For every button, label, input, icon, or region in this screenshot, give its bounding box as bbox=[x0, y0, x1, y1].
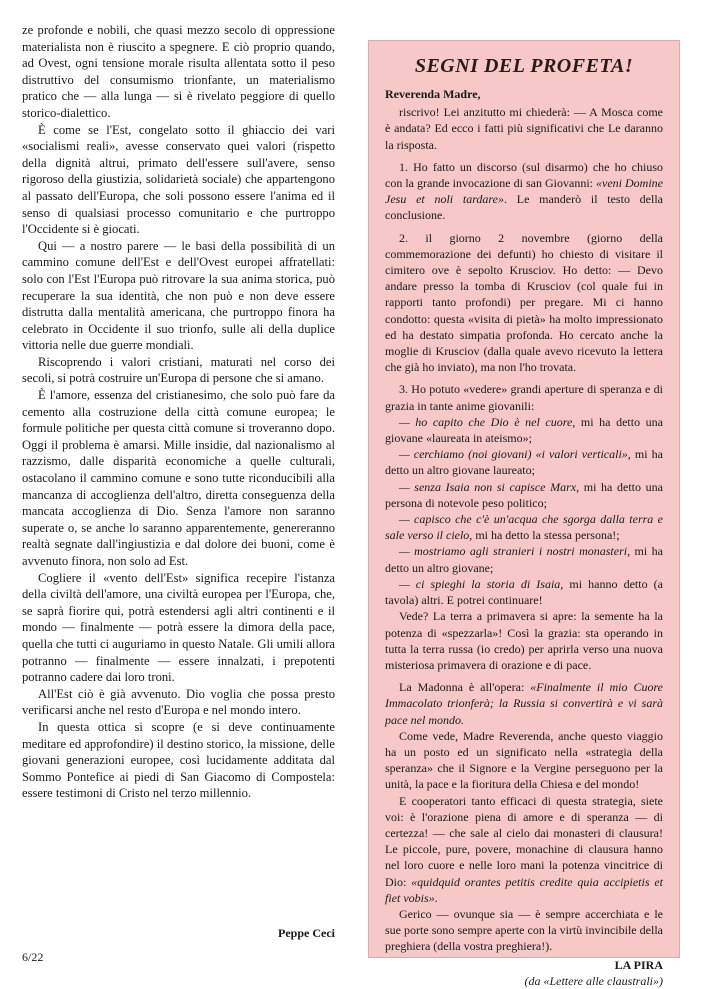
letter-point-3: 3. Ho potuto «vedere» grandi aperture di speranza e di grazia in tante anime giovanili: bbox=[385, 382, 663, 413]
letter-point-1: 1. Ho fatto un discorso (sul disarmo) che ho chiuso con la grande invocazione di san Giovanni: «veni Domine Jesu et noli tardare». Le manderò il testo della conclusione. bbox=[385, 159, 664, 223]
quote-line: — capisco che c'è un'acqua che sgorga dalla terra e sale verso il cielo, mi ha detto la stessa persona!; bbox=[385, 512, 663, 543]
article-paragraph: ze profonde e nobili, che quasi mezzo secolo di oppressione materialista non è riuscito a spegnere. E ciò proprio quando, ad Ovest, ogni tensione morale risulta allentata sotto il peso distruttivo del consumismo trionfante, un materialismo pratico che — alla lunga — si è rivelato peggiore di quello storico-dialettico. bbox=[22, 23, 335, 120]
letter-intro: riscrivo! Lei anzitutto mi chiederà: — A Mosca come è andata? Ed ecco i fatti più significativi che Le daranno la risposta. bbox=[385, 105, 663, 152]
letter-paragraph: E cooperatori tanto efficaci di questa strategia, siete voi: è l'orazione piena di amore e di speranza — di certezza! — che sale al cielo dai monasteri di clausura! Le piccole, pure, povere, monachine di clausura hanno nel loro cuore e nelle loro mani la potenza vincitrice di Dio: «quidquid orantes petitis credite quia accipietis et fiet vobis». bbox=[385, 793, 663, 905]
quote-line: — ho capito che Dio è nel cuore, mi ha detto una giovane «laureata in ateismo»; bbox=[385, 414, 663, 446]
article-paragraph: Cogliere il «vento dell'Est» significa recepire l'istanza della civiltà dell'amore, una civiltà europea per l'Europa, che, se saprà fiorire qui, potrà estendersi agli altri continenti e il mondo — finalmente — potrà essere la dimora della pace, quella che tutti ci auguriamo in questo Natale. Gli umili allora potranno — finalmente — essere innalzati, i prepotenti potranno cadere dai loro troni. bbox=[22, 570, 336, 685]
article-paragraph: In questa ottica si scopre (e si deve continuamente meditare ed approfondire) il destino storico, la missione, delle giovani generazioni europee, così lucidamente additata dal Sommo Pontefice ai piedi di San Giacomo di Compostela: essere testimoni di Cristo nel terzo millennio. bbox=[22, 719, 335, 801]
article-paragraph: Riscoprendo i valori cristiani, maturati nel corso dei secoli, si potrà costruire un'Europa di persone che si amano. bbox=[22, 354, 335, 386]
quote-line: — ci spieghi la storia di Isaia, mi hanno detto (a tavola) altri. E potrei continuare! bbox=[385, 576, 663, 608]
quote-line: — cerchiamo (noi giovani) «i valori verticali», mi ha detto un altro giovane laureato; bbox=[385, 447, 663, 478]
letter-point-2: 2. il giorno 2 novembre (giorno della commemorazione dei defunti) ho chiesto di visitare il cimitero ove è sepolto Krusciov. Ho detto: — Devo andare presso la tomba di Krusciov (col quale fui in rapporti tanto profondi) per pregare. Mi ci hanno condotto: questa «visita di pietà» ha molto impressionato ed ha destato simpatia profonda. Ho cercato anche la moglie di Krusciov (dalla quale avevo ricevuto la lettera che già ho inviato), ma non l'ho trovata. bbox=[385, 230, 663, 375]
letter-paragraph: Vede? La terra a primavera si apre: la semente ha la potenza di «spezzarla»! Così la grazia: sta operando in tutta la terra russa (io credo) per aprirla verso una nuova misteriosa primavera di orazione e di pace. bbox=[385, 609, 663, 672]
letter-signature: LA PIRA bbox=[614, 957, 663, 972]
letter-source: (da «Lettere alle claustrali») bbox=[524, 973, 663, 988]
article-paragraph: È l'amore, essenza del cristianesimo, che solo può fare da cemento alla costruzione della città comune europea; le formule politiche per questa città comune si troveranno dopo. Oggi il problema è amarsi. Mille insidie, dal nazionalismo al razzismo, dalle disparità economiche a quelle culturali, ostacolano il cammino comune e sono tutte riconducibili alla mancanza di accoglienza dell'altro, diretta conseguenza della mancata accoglienza di Dio. Senza l'amore non saranno superate o, se anche lo saranno apparentemente, genereranno realtà segnate dall'ingiustizia e dal dolore dei buoni, come è avvenuto finora, non solo ad Est. bbox=[22, 388, 335, 568]
article-paragraph: All'Est ciò è già avvenuto. Dio voglia che possa presto verificarsi anche nel resto d'Europa e nel mondo intero. bbox=[22, 686, 335, 718]
quote-line: — mostriamo agli stranieri i nostri monasteri, mi ha detto un altro giovane; bbox=[385, 544, 663, 575]
box-title: SEGNI DEL PROFETA! bbox=[414, 55, 634, 77]
quote-line: — senza Isaia non si capisce Marx, mi ha detto una persona di notevole peso politico; bbox=[385, 479, 663, 510]
article-author: Peppe Ceci bbox=[278, 926, 335, 940]
sidebar-letter-box bbox=[368, 40, 680, 988]
main-article bbox=[22, 22, 335, 802]
letter-salutation: Reverenda Madre, bbox=[385, 87, 481, 101]
page-number: 6/22 bbox=[22, 950, 44, 964]
article-paragraph: Qui — a nostro parere — le basi della possibilità di un cammino comune dell'Est e dell'Ovest europei affratellati: solo con l'Est l'Europa può ritrovare la sua anima storica, può recuperare la sua identità, che non può e non deve essere distrutta dalla mentalità americana, che purtroppo finora ha celebrato in Occidente il suo trionfo, sulle ali della duplice vittoria nelle due guerre mondiali. bbox=[22, 238, 335, 353]
letter-paragraph: Gerico — ovunque sia — è sempre accerchiata e le sue porte sono sempre aperte con la virtù invincibile della preghiera (della vostra preghiera!). bbox=[385, 906, 663, 954]
article-paragraph: È come se l'Est, congelato sotto il ghiaccio dei vari «socialismi reali», avesse conservato quei valori (rispetto della dignità altrui, primato dell'essere sull'avere, senso rigoroso della giustizia, solidarietà sociale) che appartengono al passato dell'Europa, che soli possono essere l'anima ed il senso di qualsiasi processo comunitario e che purtroppo l'Occidente si è giocati. bbox=[22, 122, 335, 237]
letter-paragraph: La Madonna è all'opera: «Finalmente il mio Cuore Immacolato trionferà; la Russia si convertirà e vi sarà pace nel mondo. bbox=[385, 680, 663, 727]
letter-paragraph: Come vede, Madre Reverenda, anche questo viaggio ha un posto ed un significato nella «strategia della speranza» che il Signore e la Vergine perseguono per la unità, la pace e la fioritura della Chiesa e del mondo! bbox=[385, 728, 663, 792]
